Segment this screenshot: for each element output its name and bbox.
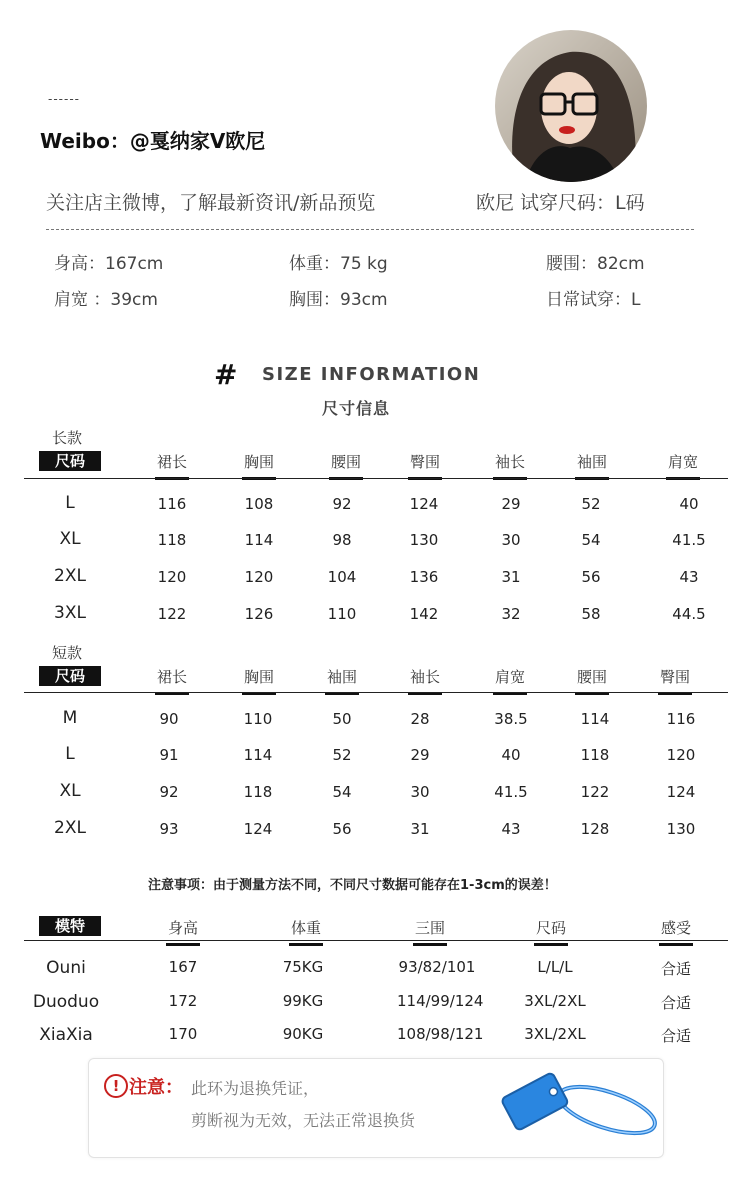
header-underline: [166, 943, 200, 946]
measurement-note: 注意事项：由于测量方法不同，不同尺寸数据可能存在1-3cm的误差！: [148, 878, 557, 893]
model-col-header: [143, 917, 223, 946]
table-cell-text: 110: [327, 605, 357, 623]
table-cell-text: 128: [580, 820, 610, 838]
table-cell-text: 40: [679, 495, 699, 513]
model-col-header: [636, 917, 716, 946]
table-cell: [551, 568, 631, 586]
short-col-header-text: 袖围: [326, 668, 357, 686]
model-col-header: [390, 917, 470, 946]
table-cell-text: 30: [501, 531, 521, 549]
table-cell-text: 54: [332, 783, 352, 801]
exclamation-circle-icon: !: [104, 1074, 128, 1098]
long-col-header-text: 裙长: [156, 453, 187, 471]
table-cell-text: 29: [410, 746, 430, 764]
short-col-header-text: 腰围: [576, 668, 607, 686]
short-col-header: [219, 666, 299, 695]
table-cell-text: 120: [244, 568, 274, 586]
table-cell: [471, 568, 551, 586]
table-cell-text: 170: [168, 1025, 198, 1043]
table-cell-text: 75KG: [282, 958, 324, 976]
table-cell: [649, 605, 729, 623]
table-cell: [636, 958, 716, 979]
follow-text: 关注店主微博，了解最新资讯/新品预览: [46, 192, 376, 214]
table-cell: [471, 710, 551, 728]
long-col-header-text: 臀围: [409, 453, 440, 471]
table-cell-text: 90KG: [282, 1025, 324, 1043]
long-col-header: [306, 451, 386, 480]
size-cell: [30, 818, 110, 838]
table-cell: [636, 1025, 716, 1046]
table-cell: [397, 992, 484, 1010]
table-cell-text: 54: [581, 531, 601, 549]
long-col-header: [132, 451, 212, 480]
table-cell-text: 50: [332, 710, 352, 728]
table-cell: [302, 531, 382, 549]
table-cell: [380, 710, 460, 728]
table-cell: [555, 783, 635, 801]
table-cell: [641, 710, 721, 728]
short-col-header: [552, 666, 632, 695]
table-cell: [218, 820, 298, 838]
model-name-cell-text: XiaXia: [39, 1025, 93, 1045]
table-cell-text: 40: [501, 746, 521, 764]
table-cell: [263, 958, 343, 976]
table-cell: [263, 1025, 343, 1043]
table-cell-text: 52: [332, 746, 352, 764]
warning-line-1: 此环为退换凭证，: [191, 1079, 320, 1098]
table-cell: [132, 605, 212, 623]
long-col-header-text: 袖长: [494, 453, 525, 471]
model-tag: 模特: [39, 916, 101, 936]
table-cell-text: 38.5: [494, 710, 528, 728]
table-cell-text: 98: [332, 531, 352, 549]
size-cell: [30, 744, 110, 764]
short-group-label: 短款: [52, 644, 83, 662]
table-cell-text: 136: [409, 568, 439, 586]
table-cell-text: 43: [679, 568, 699, 586]
table-cell: [380, 783, 460, 801]
stat-shoulder: 肩宽 ：39cm: [54, 290, 158, 310]
size-cell: [30, 603, 110, 623]
table-cell: [143, 992, 223, 1010]
table-cell-text: 92: [332, 495, 352, 513]
table-cell-text: 合适: [660, 960, 691, 978]
table-cell-text: 130: [666, 820, 696, 838]
table-cell-text: 91: [159, 746, 179, 764]
model-col-header-text: 体重: [290, 919, 321, 937]
long-group-label: 长款: [52, 429, 83, 447]
warning-title: 注意：: [129, 1077, 183, 1098]
table-cell: [218, 746, 298, 764]
size-cell-text: 2XL: [54, 818, 86, 838]
hash-mark: #: [214, 358, 238, 391]
size-cell-text: 3XL: [54, 603, 86, 623]
table-cell-text: 合适: [660, 994, 691, 1012]
table-cell: [641, 820, 721, 838]
table-cell: [397, 1025, 484, 1043]
table-cell: [129, 746, 209, 764]
table-cell-text: 31: [410, 820, 430, 838]
model-col-header-text: 身高: [167, 919, 198, 937]
table-cell: [302, 710, 382, 728]
table-cell: [384, 531, 464, 549]
table-cell: [302, 783, 382, 801]
table-cell-text: 167: [168, 958, 198, 976]
table-cell: [219, 605, 299, 623]
short-col-header-text: 肩宽: [494, 668, 525, 686]
model-table-rule: [24, 940, 728, 941]
short-size-tag: 尺码: [39, 666, 101, 686]
table-cell: [649, 495, 729, 513]
table-cell: [302, 605, 382, 623]
table-cell-text: 116: [666, 710, 696, 728]
table-cell: [302, 495, 382, 513]
short-col-header-text: 袖长: [409, 668, 440, 686]
table-cell-text: 116: [157, 495, 187, 513]
long-col-header-text: 腰围: [330, 453, 361, 471]
long-col-header: [552, 451, 632, 480]
table-cell-text: 58: [581, 605, 601, 623]
table-cell: [263, 992, 343, 1010]
short-table-rule: [24, 692, 728, 693]
model-col-header-text: 感受: [660, 919, 691, 937]
long-table-rule: [24, 478, 728, 479]
table-cell: [143, 958, 223, 976]
table-cell: [555, 710, 635, 728]
stat-waist: 腰围：82cm: [546, 254, 645, 274]
table-cell: [380, 746, 460, 764]
table-cell-text: 3XL/2XL: [524, 1025, 586, 1043]
table-cell-text: 124: [409, 495, 439, 513]
size-cell: [30, 566, 110, 586]
long-col-header: [219, 451, 299, 480]
short-col-header-text: 裙长: [156, 668, 187, 686]
table-cell: [649, 568, 729, 586]
table-cell: [641, 783, 721, 801]
table-cell: [551, 605, 631, 623]
table-cell-text: 120: [666, 746, 696, 764]
table-cell-text: 29: [501, 495, 521, 513]
table-cell-text: 122: [157, 605, 187, 623]
model-col-header-text: 尺码: [535, 919, 566, 937]
table-cell: [219, 531, 299, 549]
table-cell-text: 52: [581, 495, 601, 513]
model-col-header-text: 三围: [414, 919, 445, 937]
table-cell: [471, 605, 551, 623]
table-cell: [302, 568, 382, 586]
table-cell: [219, 495, 299, 513]
model-col-header: [266, 917, 346, 946]
table-cell-text: 110: [243, 710, 273, 728]
table-cell-text: 118: [580, 746, 610, 764]
section-subtitle: 尺寸信息: [322, 399, 391, 418]
warning-line-2: 剪断视为无效，无法正常退换货: [191, 1111, 416, 1130]
table-cell-text: 56: [581, 568, 601, 586]
short-col-header: [470, 666, 550, 695]
table-cell: [143, 1025, 223, 1043]
table-cell: [129, 710, 209, 728]
table-cell-text: 124: [243, 820, 273, 838]
table-cell-text: 56: [332, 820, 352, 838]
avatar: [495, 30, 647, 182]
table-cell-text: 90: [159, 710, 179, 728]
short-col-header: [385, 666, 465, 695]
table-cell: [515, 992, 595, 1010]
table-cell-text: 3XL/2XL: [524, 992, 586, 1010]
long-col-header-text: 肩宽: [667, 453, 698, 471]
table-cell-text: 合适: [660, 1027, 691, 1045]
stat-daily-size: 日常试穿：L: [546, 290, 641, 310]
model-name-cell: [11, 992, 121, 1012]
table-cell-text: 32: [501, 605, 521, 623]
dashed-divider: [46, 229, 694, 230]
table-cell: [471, 783, 551, 801]
table-cell: [132, 495, 212, 513]
header-underline: [289, 943, 323, 946]
table-cell: [555, 746, 635, 764]
table-cell-text: 122: [580, 783, 610, 801]
table-cell-text: 114: [243, 746, 273, 764]
table-cell-text: 114: [580, 710, 610, 728]
size-cell-text: L: [65, 744, 75, 764]
size-cell-text: 2XL: [54, 566, 86, 586]
table-cell: [384, 495, 464, 513]
table-cell-text: 108/98/121: [397, 1025, 484, 1043]
short-col-header-text: 臀围: [659, 668, 690, 686]
table-cell: [641, 746, 721, 764]
table-cell: [397, 958, 477, 976]
size-cell-text: XL: [59, 781, 81, 801]
long-col-header: [385, 451, 465, 480]
short-col-header: [302, 666, 382, 695]
table-cell-text: 130: [409, 531, 439, 549]
model-name-cell: [11, 1025, 121, 1045]
table-cell: [302, 820, 382, 838]
table-cell-text: L/L/L: [537, 958, 573, 976]
table-cell-text: 41.5: [494, 783, 528, 801]
weibo-handle: Weibo：@戛纳家V欧尼: [40, 129, 266, 153]
table-cell-text: 104: [327, 568, 357, 586]
table-cell: [384, 605, 464, 623]
stat-bust: 胸围：93cm: [289, 290, 388, 310]
table-cell-text: 126: [244, 605, 274, 623]
table-cell-text: 142: [409, 605, 439, 623]
short-col-header: [635, 666, 715, 695]
table-cell: [219, 568, 299, 586]
size-cell: [30, 781, 110, 801]
fit-size-text: 欧尼 试穿尺码：L码: [476, 192, 645, 214]
return-tag-icon: [492, 1062, 662, 1150]
table-cell-text: 92: [159, 783, 179, 801]
long-col-header-text: 胸围: [243, 453, 274, 471]
table-cell-text: 172: [168, 992, 198, 1010]
table-cell: [471, 495, 551, 513]
table-cell-text: 93: [159, 820, 179, 838]
size-cell: [30, 708, 110, 728]
table-cell: [129, 783, 209, 801]
table-cell-text: 124: [666, 783, 696, 801]
table-cell: [636, 992, 716, 1013]
model-name-cell-text: Duoduo: [32, 992, 100, 1012]
table-cell-text: 93/82/101: [398, 958, 476, 976]
header-underline: [659, 943, 693, 946]
stat-height: 身高：167cm: [54, 254, 164, 274]
long-size-tag: 尺码: [39, 451, 101, 471]
table-cell: [132, 568, 212, 586]
table-cell: [471, 531, 551, 549]
decorative-dashes: ------: [48, 92, 80, 106]
table-cell-text: 30: [410, 783, 430, 801]
table-cell: [132, 531, 212, 549]
long-col-header: [470, 451, 550, 480]
size-cell: [30, 529, 110, 549]
table-cell-text: 44.5: [672, 605, 706, 623]
short-col-header-text: 胸围: [243, 668, 274, 686]
table-cell: [471, 746, 551, 764]
table-cell: [551, 531, 631, 549]
model-name-cell: [11, 958, 121, 978]
table-cell-text: 108: [244, 495, 274, 513]
table-cell-text: 99KG: [282, 992, 324, 1010]
table-cell-text: 118: [243, 783, 273, 801]
table-cell: [471, 820, 551, 838]
table-cell: [551, 495, 631, 513]
table-cell: [218, 783, 298, 801]
size-cell-text: M: [62, 708, 78, 728]
table-cell: [129, 820, 209, 838]
model-col-header: [511, 917, 591, 946]
table-cell: [649, 531, 729, 549]
table-cell-text: 114/99/124: [397, 992, 484, 1010]
table-cell-text: 31: [501, 568, 521, 586]
table-cell: [302, 746, 382, 764]
table-cell-text: 114: [244, 531, 274, 549]
table-cell: [515, 1025, 595, 1043]
table-cell-text: 120: [157, 568, 187, 586]
size-cell-text: L: [65, 493, 75, 513]
model-name-cell-text: Ouni: [46, 958, 86, 978]
header-underline: [534, 943, 568, 946]
section-title: SIZE INFORMATION: [262, 364, 481, 385]
size-cell: [30, 493, 110, 513]
long-col-header: [643, 451, 723, 480]
stat-weight: 体重：75 kg: [289, 254, 388, 274]
table-cell-text: 118: [157, 531, 187, 549]
size-cell-text: XL: [59, 529, 81, 549]
short-col-header: [132, 666, 212, 695]
table-cell: [218, 710, 298, 728]
table-cell: [555, 820, 635, 838]
long-col-header-text: 袖围: [576, 453, 607, 471]
table-cell: [515, 958, 595, 976]
table-cell: [384, 568, 464, 586]
table-cell-text: 43: [501, 820, 521, 838]
header-underline: [413, 943, 447, 946]
table-cell-text: 41.5: [672, 531, 706, 549]
table-cell: [380, 820, 460, 838]
table-cell-text: 28: [410, 710, 430, 728]
